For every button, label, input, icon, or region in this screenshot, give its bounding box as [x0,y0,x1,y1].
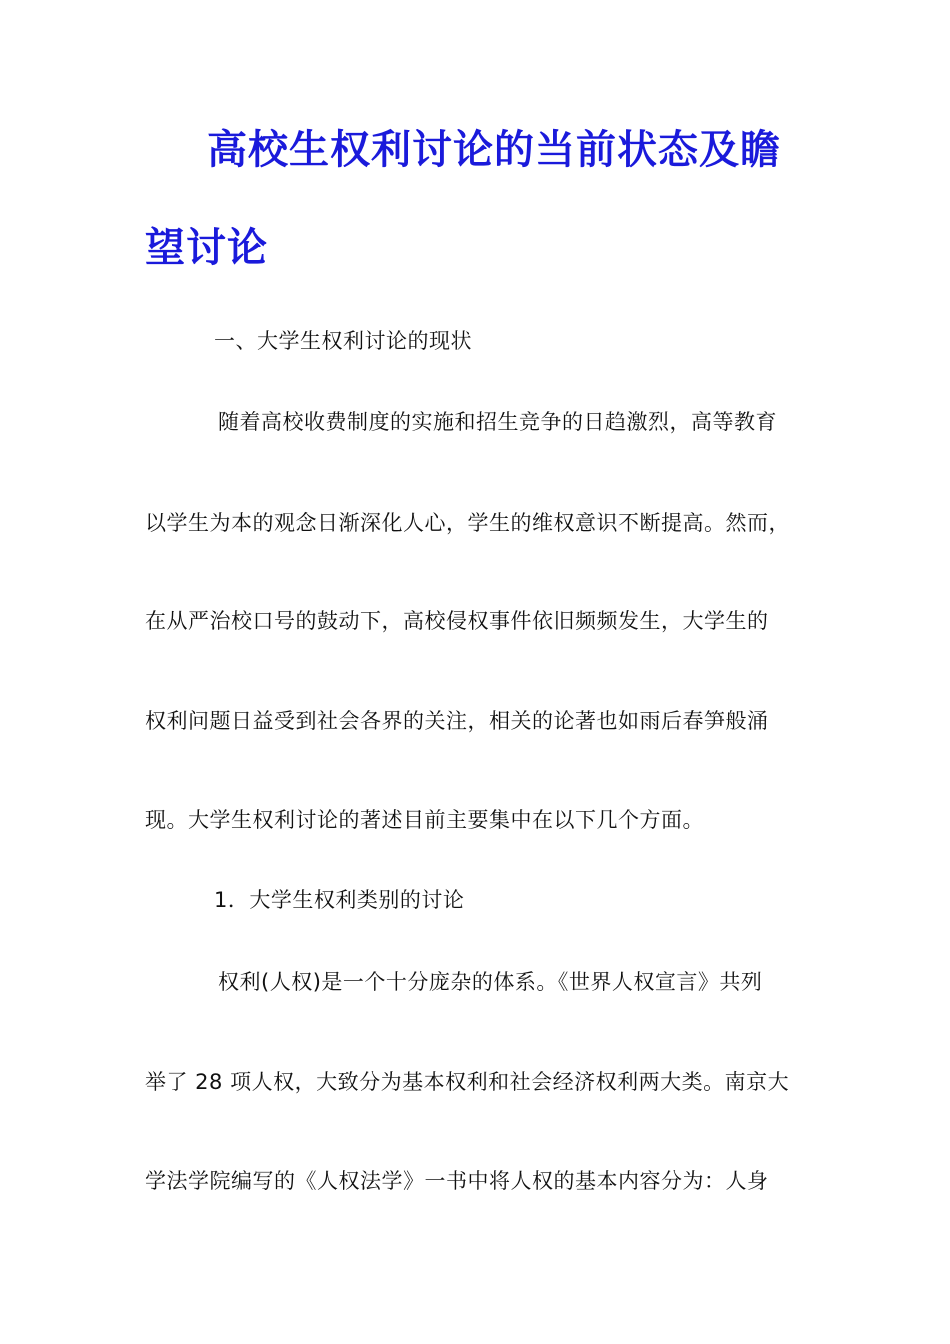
document-title-line-2: 望讨论 [145,224,268,271]
paragraph-2-line-1: 权利(人权)是一个十分庞杂的体系。《世界人权宣言》共列 [218,970,763,994]
paragraph-1-line-1: 随着高校收费制度的实施和招生竞争的日趋激烈，高等教育 [218,410,777,434]
paragraph-1-line-2: 以学生为本的观念日渐深化人心，学生的维权意识不断提高。然而， [145,511,790,535]
paragraph-1-line-4: 权利问题日益受到社会各界的关注，相关的论著也如雨后春笋般涌 [145,709,769,733]
paragraph-2-line-2: 举了 28 项人权，大致分为基本权利和社会经济权利两大类。南京大 [145,1070,790,1094]
paragraph-1-line-5: 现。大学生权利讨论的著述目前主要集中在以下几个方面。 [145,808,704,832]
section-heading-1: 一、大学生权利讨论的现状 [214,329,472,353]
document-title-line-1: 高校生权利讨论的当前状态及瞻 [207,126,781,173]
section-heading-2: 1．大学生权利类别的讨论 [214,888,465,912]
paragraph-2-line-3: 学法学院编写的《人权法学》一书中将人权的基本内容分为：人身 [145,1169,769,1193]
paragraph-1-line-3: 在从严治校口号的鼓动下，高校侵权事件依旧频频发生，大学生的 [145,609,769,633]
